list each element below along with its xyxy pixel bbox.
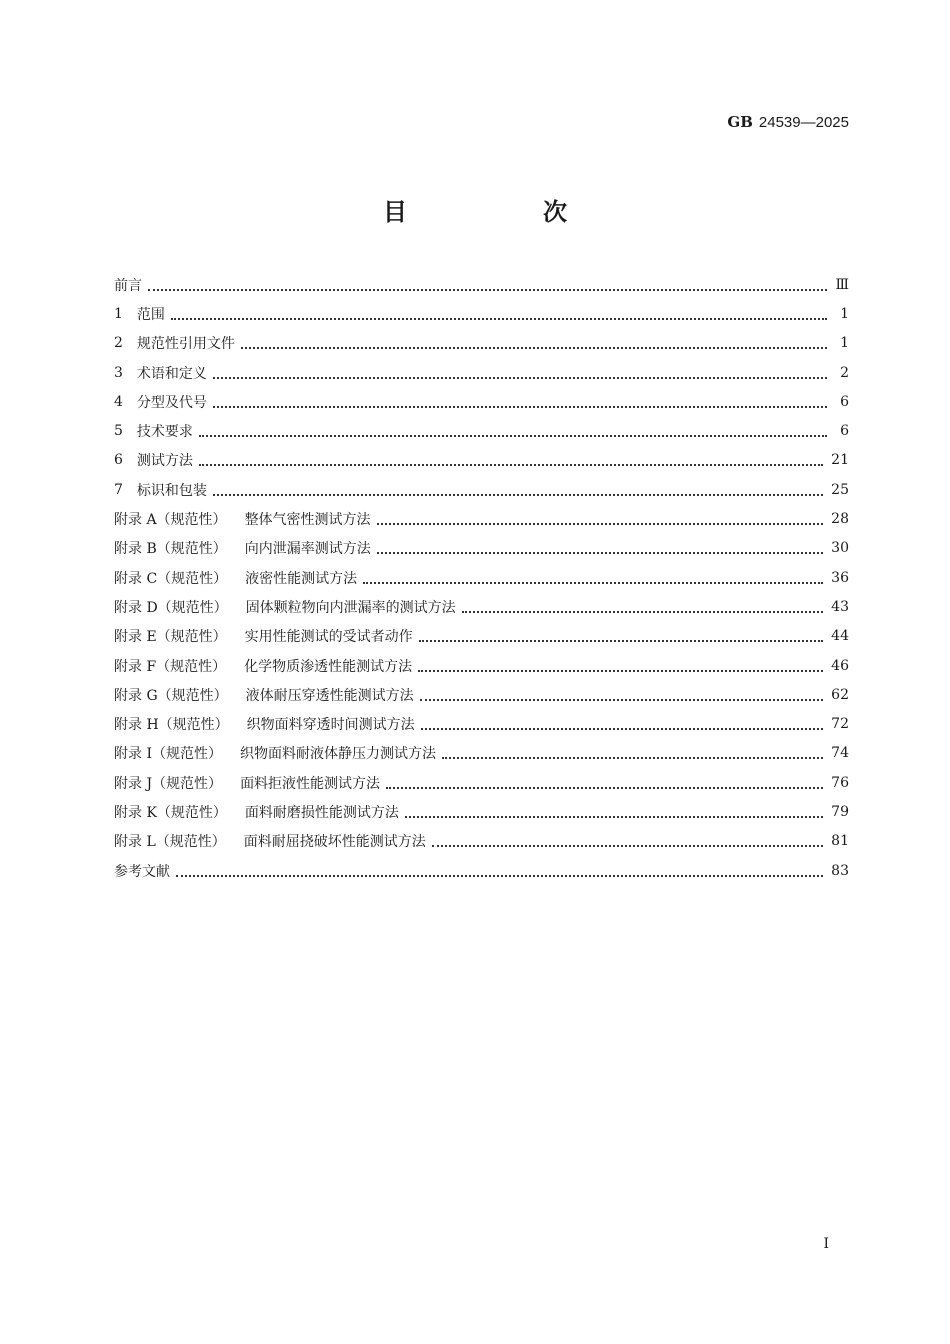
toc-entry-label xyxy=(114,363,207,383)
toc-entry-title: 织物面料耐液体静压力测试方法 xyxy=(239,746,436,763)
toc-entry-label xyxy=(114,714,415,734)
toc-entry-page: 44 xyxy=(831,628,849,645)
toc-entry-page: 1 xyxy=(840,335,849,352)
toc-entry-title: 面料耐屈挠破坏性能测试方法 xyxy=(243,834,426,851)
toc-entry-title: 术语和定义 xyxy=(136,365,207,382)
dot-leader xyxy=(421,714,824,730)
dot-leader xyxy=(213,363,827,379)
toc-entry-label xyxy=(114,275,142,295)
toc-entry[interactable] xyxy=(114,270,849,299)
toc-entry-number: 7 xyxy=(114,481,123,498)
toc-entry[interactable] xyxy=(114,709,849,738)
toc-entry[interactable] xyxy=(114,563,849,592)
toc-entry-page: 25 xyxy=(831,481,849,498)
toc-entry-page: 79 xyxy=(831,803,849,820)
toc-entry-title: 实用性能测试的受试者动作 xyxy=(244,629,413,646)
toc-entry-page: 62 xyxy=(831,686,849,703)
toc-entry-label xyxy=(114,656,412,676)
toc-entry-number: 2 xyxy=(114,335,123,352)
toc-entry[interactable] xyxy=(114,475,849,504)
dot-leader xyxy=(171,304,827,320)
toc-entry[interactable] xyxy=(114,768,849,797)
toc-entry-label xyxy=(114,626,413,646)
toc-entry-label xyxy=(114,831,426,851)
toc-entry[interactable] xyxy=(114,504,849,533)
dot-leader xyxy=(199,450,823,466)
dot-leader xyxy=(442,743,823,759)
standard-code: 24539—2025 xyxy=(758,114,849,131)
toc-entry-title: 液体耐压穿透性能测试方法 xyxy=(245,687,414,704)
toc-entry-number: 6 xyxy=(114,452,123,469)
toc-entry[interactable] xyxy=(114,446,849,475)
toc-entry-page: 72 xyxy=(831,716,849,733)
toc-entry-title: 固体颗粒物向内泄漏率的测试方法 xyxy=(245,599,456,616)
toc-entry-number: 3 xyxy=(114,364,123,381)
standard-prefix: GB xyxy=(727,113,753,131)
toc-entry-page: 21 xyxy=(831,452,849,469)
toc-entry-page: 81 xyxy=(831,833,849,850)
toc-entry-annex: 附录 K（规范性） xyxy=(114,804,227,821)
toc-entry-annex: 附录 J（规范性） xyxy=(114,775,223,792)
toc-entry-title: 规范性引用文件 xyxy=(136,336,235,353)
toc-entry-page: Ⅲ xyxy=(835,276,849,293)
toc-entry[interactable] xyxy=(114,416,849,445)
standard-number xyxy=(727,113,849,131)
toc-entry-label xyxy=(114,333,235,353)
toc-entry-annex: 附录 E（规范性） xyxy=(114,629,227,646)
toc-entry-page: 30 xyxy=(831,540,849,557)
dot-leader xyxy=(213,480,823,496)
toc-entry-label xyxy=(114,568,357,588)
dot-leader xyxy=(432,831,823,847)
toc-entry-page: 36 xyxy=(831,569,849,586)
toc-entry-page: 76 xyxy=(831,774,849,791)
toc-entry-label xyxy=(114,304,165,324)
toc-entry-annex: 附录 F（规范性） xyxy=(114,658,227,675)
dot-leader xyxy=(213,392,827,408)
toc-entry-number: 4 xyxy=(114,393,123,410)
dot-leader xyxy=(363,568,823,584)
toc-entry-label xyxy=(114,509,371,529)
toc-title: 目 次 xyxy=(383,198,623,226)
toc-entry-label xyxy=(114,450,193,470)
toc-entry-page: 6 xyxy=(840,423,849,440)
toc-entry-annex: 附录 L（规范性） xyxy=(114,834,226,851)
dot-leader xyxy=(386,773,823,789)
toc-entry-title: 液密性能测试方法 xyxy=(245,570,358,587)
toc-entry-label xyxy=(114,421,193,441)
table-of-contents xyxy=(114,270,849,885)
toc-entry-label xyxy=(114,861,170,881)
toc-entry-title: 织物面料穿透时间测试方法 xyxy=(246,717,415,734)
page-number: I xyxy=(823,1236,829,1252)
toc-entry-title: 面料拒液性能测试方法 xyxy=(240,775,381,792)
toc-entry-label xyxy=(114,538,371,558)
toc-entry-annex: 附录 C（规范性） xyxy=(114,570,228,587)
toc-entry-title: 前言 xyxy=(114,277,142,294)
toc-entry[interactable] xyxy=(114,592,849,621)
dot-leader xyxy=(148,275,827,291)
toc-entry[interactable] xyxy=(114,797,849,826)
toc-entry-label xyxy=(114,743,436,763)
toc-entry-label xyxy=(114,392,207,412)
toc-entry[interactable] xyxy=(114,329,849,358)
toc-entry-annex: 附录 G（规范性） xyxy=(114,687,228,704)
dot-leader xyxy=(418,656,823,672)
dot-leader xyxy=(405,802,823,818)
toc-entry-title: 测试方法 xyxy=(136,453,193,470)
toc-entry-page: 2 xyxy=(840,364,849,381)
toc-entry-title: 面料耐磨损性能测试方法 xyxy=(244,804,399,821)
dot-leader xyxy=(199,421,827,437)
toc-entry-number: 1 xyxy=(114,305,123,322)
toc-entry-label xyxy=(114,773,380,793)
toc-entry-annex: 附录 B（规范性） xyxy=(114,541,227,558)
dot-leader xyxy=(419,626,824,642)
dot-leader xyxy=(377,538,823,554)
toc-entry[interactable] xyxy=(114,651,849,680)
toc-entry-page: 6 xyxy=(840,393,849,410)
toc-entry[interactable] xyxy=(114,739,849,768)
toc-entry[interactable] xyxy=(114,534,849,563)
toc-entry[interactable] xyxy=(114,358,849,387)
toc-entry-annex: 附录 I（规范性） xyxy=(114,746,222,763)
dot-leader xyxy=(377,509,824,525)
toc-entry-page: 46 xyxy=(831,657,849,674)
toc-entry-title: 参考文献 xyxy=(114,863,170,880)
toc-entry[interactable] xyxy=(114,827,849,856)
toc-entry-number: 5 xyxy=(114,423,123,440)
toc-entry-annex: 附录 H（规范性） xyxy=(114,717,229,734)
toc-entry[interactable] xyxy=(114,680,849,709)
dot-leader xyxy=(241,333,827,349)
toc-entry-title: 技术要求 xyxy=(136,424,193,441)
toc-entry-label xyxy=(114,685,414,705)
dot-leader xyxy=(176,861,823,877)
toc-entry-title: 化学物质渗透性能测试方法 xyxy=(244,658,413,675)
toc-entry-label xyxy=(114,597,456,617)
toc-entry-annex: 附录 A（规范性） xyxy=(114,512,227,529)
toc-entry-label xyxy=(114,480,207,500)
toc-entry-title: 整体气密性测试方法 xyxy=(244,512,371,529)
toc-entry-title: 标识和包装 xyxy=(136,482,207,499)
toc-entry[interactable] xyxy=(114,299,849,328)
toc-entry[interactable] xyxy=(114,856,849,885)
toc-entry[interactable] xyxy=(114,387,849,416)
toc-entry-page: 1 xyxy=(840,305,849,322)
toc-entry-annex: 附录 D（规范性） xyxy=(114,599,228,616)
toc-entry-title: 分型及代号 xyxy=(136,394,207,411)
toc-entry-page: 74 xyxy=(831,745,849,762)
toc-entry-title: 向内泄漏率测试方法 xyxy=(244,541,371,558)
toc-entry-label xyxy=(114,802,399,822)
toc-entry-page: 28 xyxy=(831,511,849,528)
dot-leader xyxy=(420,685,824,701)
toc-entry-title: 范围 xyxy=(136,306,165,323)
dot-leader xyxy=(462,597,823,613)
toc-entry-page: 43 xyxy=(831,598,849,615)
toc-entry[interactable] xyxy=(114,622,849,651)
toc-entry-page: 83 xyxy=(831,862,849,879)
